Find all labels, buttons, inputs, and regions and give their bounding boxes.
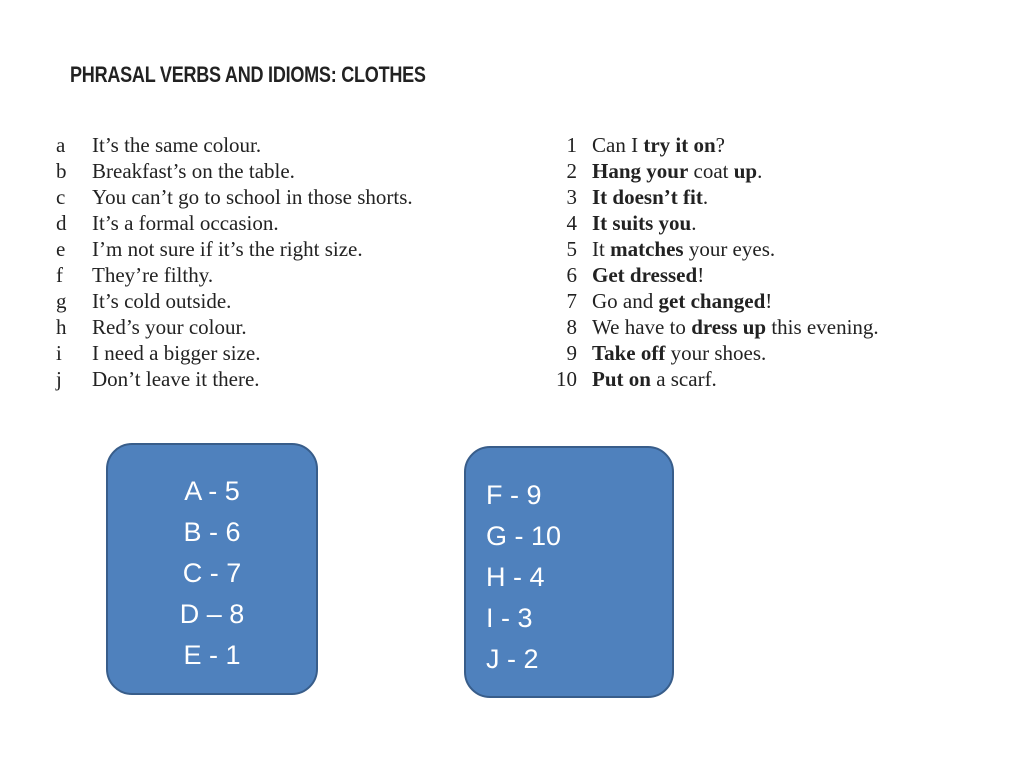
list-item [548,366,988,392]
phrasal-verb: try it on [643,133,716,157]
answer-line: F - 9 [486,480,542,510]
item-text [592,340,766,366]
item-text: Breakfast’s on the table. [92,159,295,183]
phrasal-verb: dress up [691,315,767,339]
item-text: Red’s your colour. [92,315,247,339]
phrasal-verb: It suits you [592,211,692,235]
answer-line: B - 6 [183,517,241,547]
text-run: We have to [592,315,692,339]
item-number: 1 [566,133,577,157]
item-number: 2 [566,159,577,183]
item-text [592,236,775,262]
text-run: ? [715,133,725,157]
list-item [56,366,526,392]
item-text [592,366,717,392]
item-text: It’s a formal occasion. [92,211,279,235]
list-item [548,340,988,366]
list-item [548,210,988,236]
item-text: You can’t go to school in those shorts. [92,185,413,209]
list-item [56,340,526,366]
answer-line: H - 4 [486,562,545,592]
item-letter: f [56,263,63,287]
text-run: . [691,211,697,235]
situations-list [56,132,526,392]
item-text: Don’t leave it there. [92,367,260,391]
item-number: 5 [566,237,577,261]
list-item [548,236,988,262]
item-letter: h [56,315,67,339]
list-item [56,210,526,236]
item-letter: b [56,159,67,183]
answers-box-f-j [464,446,674,698]
answer-line: A - 5 [184,476,240,506]
list-item [56,262,526,288]
phrasal-verb: Take off [592,341,666,365]
phrasal-verb: Put on [592,367,651,391]
answer-line: J - 2 [486,644,539,674]
item-number: 8 [566,315,577,339]
item-text [592,262,704,288]
item-letter: e [56,237,66,261]
text-run: coat [688,159,734,183]
item-letter: g [56,289,67,313]
list-item [56,184,526,210]
item-text [592,158,762,184]
list-item [548,288,988,314]
item-letter: j [56,367,62,391]
item-letter: d [56,211,67,235]
answers-box-a-e [106,443,318,695]
list-item [548,314,988,340]
text-run: this evening. [766,315,879,339]
item-number: 6 [566,263,577,287]
answer-line: E - 1 [183,640,241,670]
item-number: 4 [566,211,577,235]
page-title: PHRASAL VERBS AND IDIOMS: CLOTHES [70,62,426,87]
text-run: . [702,185,709,209]
list-item [548,184,988,210]
list-item [548,132,988,158]
item-text: I’m not sure if it’s the right size. [92,237,363,261]
list-item [56,236,526,262]
text-run: ! [765,289,773,313]
list-item [56,314,526,340]
item-number: 7 [566,289,577,313]
item-text [592,132,725,158]
answer-line: G - 10 [486,521,562,551]
phrasal-verb: up [733,159,758,183]
item-letter: a [56,133,66,157]
answer-line: D – 8 [179,599,245,629]
item-text [592,210,696,236]
list-item [548,158,988,184]
phrasal-verb: Hang your [592,159,689,183]
item-text [592,314,879,340]
text-run: Go and [592,289,659,313]
item-text: It’s the same colour. [92,133,262,157]
list-item [56,158,526,184]
item-number: 9 [566,341,577,365]
text-run: It [592,237,611,261]
item-number: 3 [566,185,577,209]
item-letter: c [56,185,66,209]
answer-line: C - 7 [182,558,242,588]
phrasal-verb: matches [610,237,684,261]
phrases-list [548,132,988,392]
item-text [592,184,708,210]
text-run: ! [697,263,705,287]
answer-line: I - 3 [486,603,533,633]
item-number: 10 [556,367,577,391]
text-run: your eyes. [683,237,776,261]
phrasal-verb: It doesn’t fit [592,185,703,209]
text-run: a scarf. [650,367,717,391]
list-item [548,262,988,288]
text-run: Can I [592,133,644,157]
phrasal-verb: get changed [658,289,766,313]
list-item [56,132,526,158]
item-letter: i [56,341,62,365]
item-text: They’re filthy. [92,263,214,287]
item-text [592,288,772,314]
list-item [56,288,526,314]
phrasal-verb: Get dressed [592,263,698,287]
item-text: I need a bigger size. [92,341,261,365]
text-run: your shoes. [665,341,767,365]
text-run: . [757,159,763,183]
item-text: It’s cold outside. [92,289,232,313]
